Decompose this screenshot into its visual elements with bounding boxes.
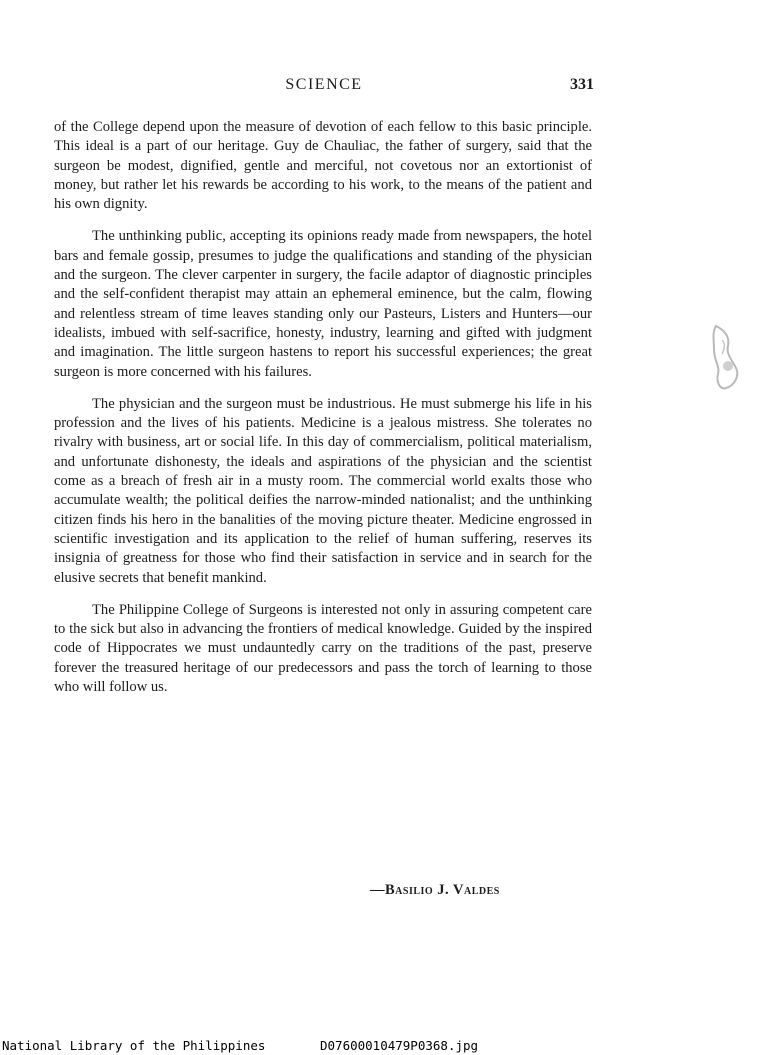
page-number: 331 xyxy=(570,76,594,93)
file-name: D07600010479P0368.jpg xyxy=(320,1038,479,1053)
library-credit: National Library of the Philippines xyxy=(2,1038,266,1053)
running-head xyxy=(54,76,594,98)
paragraph-continued: of the College depend upon the measure of devotion of each fellow to this basic principle. This ideal is a part of our heritage. Guy de Chauliac, the father of surgery, said that the surgeon be modest, dignified, gentle and merciful, not covetous nor an extortionist of money, but rather let his rewards be according to his work, to the means of the patient and his own dignity. xyxy=(54,119,592,213)
journal-title: SCIENCE xyxy=(285,76,363,93)
paragraph: The unthinking public, accepting its opinions ready made from newspapers, the hotel bars and female gossip, presumes to judge the qualifications and standing of the physician and the surgeon. The clever carpenter in surgery, the facile adaptor of diagnostic principles and the self-confident therapist may attain an ephemeral eminence, but the calm, flowing and relentless stream of time leaves standing only our Pasteurs, Listers and Hunters—our idealists, imbued with self-sacrifice, honesty, industry, learning and gifted with judgment and imagination. The little surgeon hastens to report his successful experiences; the great surgeon is more concerned with his failures. xyxy=(54,228,592,380)
paragraph: The physician and the surgeon must be industrious. He must submerge his life in his profession and the lives of his patients. Medicine is a jealous mistress. She tolerates no rivalry with business, art or social life. In this day of commercialism, political materialism, and unfortunate dishonesty, the ideals and aspirations of the physician and the scientist come as a breach of fresh air in a musty room. The commercial world exalts those who accumulate wealth; the political deifies the narrow-minded nationalist; and the unthinking citizen finds his hero in the banalities of the moving picture theater. Medicine engrossed in scientific investigation and its application to the relief of human suffering, reserves its insignia of greatness for those who find their satisfaction in service and in search for the elusive secrets that benefit mankind. xyxy=(54,395,592,586)
scan-footer xyxy=(0,1038,761,1055)
paragraph: The Philippine College of Surgeons is interested not only in assuring competent care to the sick but also in advancing the frontiers of medical knowledge. Guided by the inspired code of Hippocrates we must undauntedly carry on the traditions of the past, preserve forever the treasured heritage of our predecessors and pass the torch of learning to those who will follow us. xyxy=(54,601,592,696)
article-text xyxy=(54,118,592,710)
binding-stain-icon xyxy=(706,320,744,392)
author-signature: —Basilio J. Valdes xyxy=(370,882,500,898)
